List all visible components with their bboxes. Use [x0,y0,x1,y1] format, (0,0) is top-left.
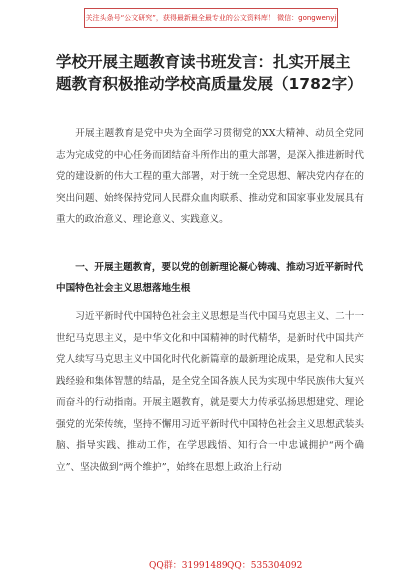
document-title: 学校开展主题教育读书班发言：扎实开展主题教育积极推动学校高质量发展（1782字） [56,53,363,93]
qq-group-contact: QQ群：31991489 [149,561,228,571]
section-heading: 一、开展主题教育，要以党的创新理论凝心铸魂、推动习近平新时代中国特色社会主义思想落地生根 [56,262,363,294]
body-paragraph: 开展主题教育是党中央为全面学习贯彻党的XX大精神、动员全党同志为完成党的中心任务而团结奋斗所作出的重大部署，是深入推进新时代党的建设新的伟大工程的重大部署，对于统一全党思想、解决党内存在的突出问题、始终保持党同人民群众血肉联系、推动党和国家事业发展具有重大的政治意义、理论意义、实践意义。 [56,128,364,225]
banner-text: 关注头条号“公文研究”，获得最新最全最专业的公文资料库！ 微信：gongwenyj [85,14,337,22]
body-paragraph: 习近平新时代中国特色社会主义思想是当代中国马克思主义、二十一世纪马克思主义，是中华文化和中国精神的时代精华，是新时代中国共产党人续写马克思主义中国化时代化新篇章的最新理论成果，是党和人民实践经验和集体智慧的结晶，是全党全国各族人民为实现中华民族伟大复兴而奋斗的行动指南。开展主题教育，就是要大力传承弘扬思想建党、理论强党的光荣传统，坚持不懈用习近平新时代中国特色社会主义思想武装头脑、指导实践、推动工作，在学思践悟、知行合一中忠诚拥护“两个确立”、坚决做到“两个维护”，始终在思想上政治上行动 [56,311,364,473]
qq-contact: QQ：535304092 [227,561,303,571]
top-banner [84,8,338,28]
footer-contacts [0,556,408,572]
